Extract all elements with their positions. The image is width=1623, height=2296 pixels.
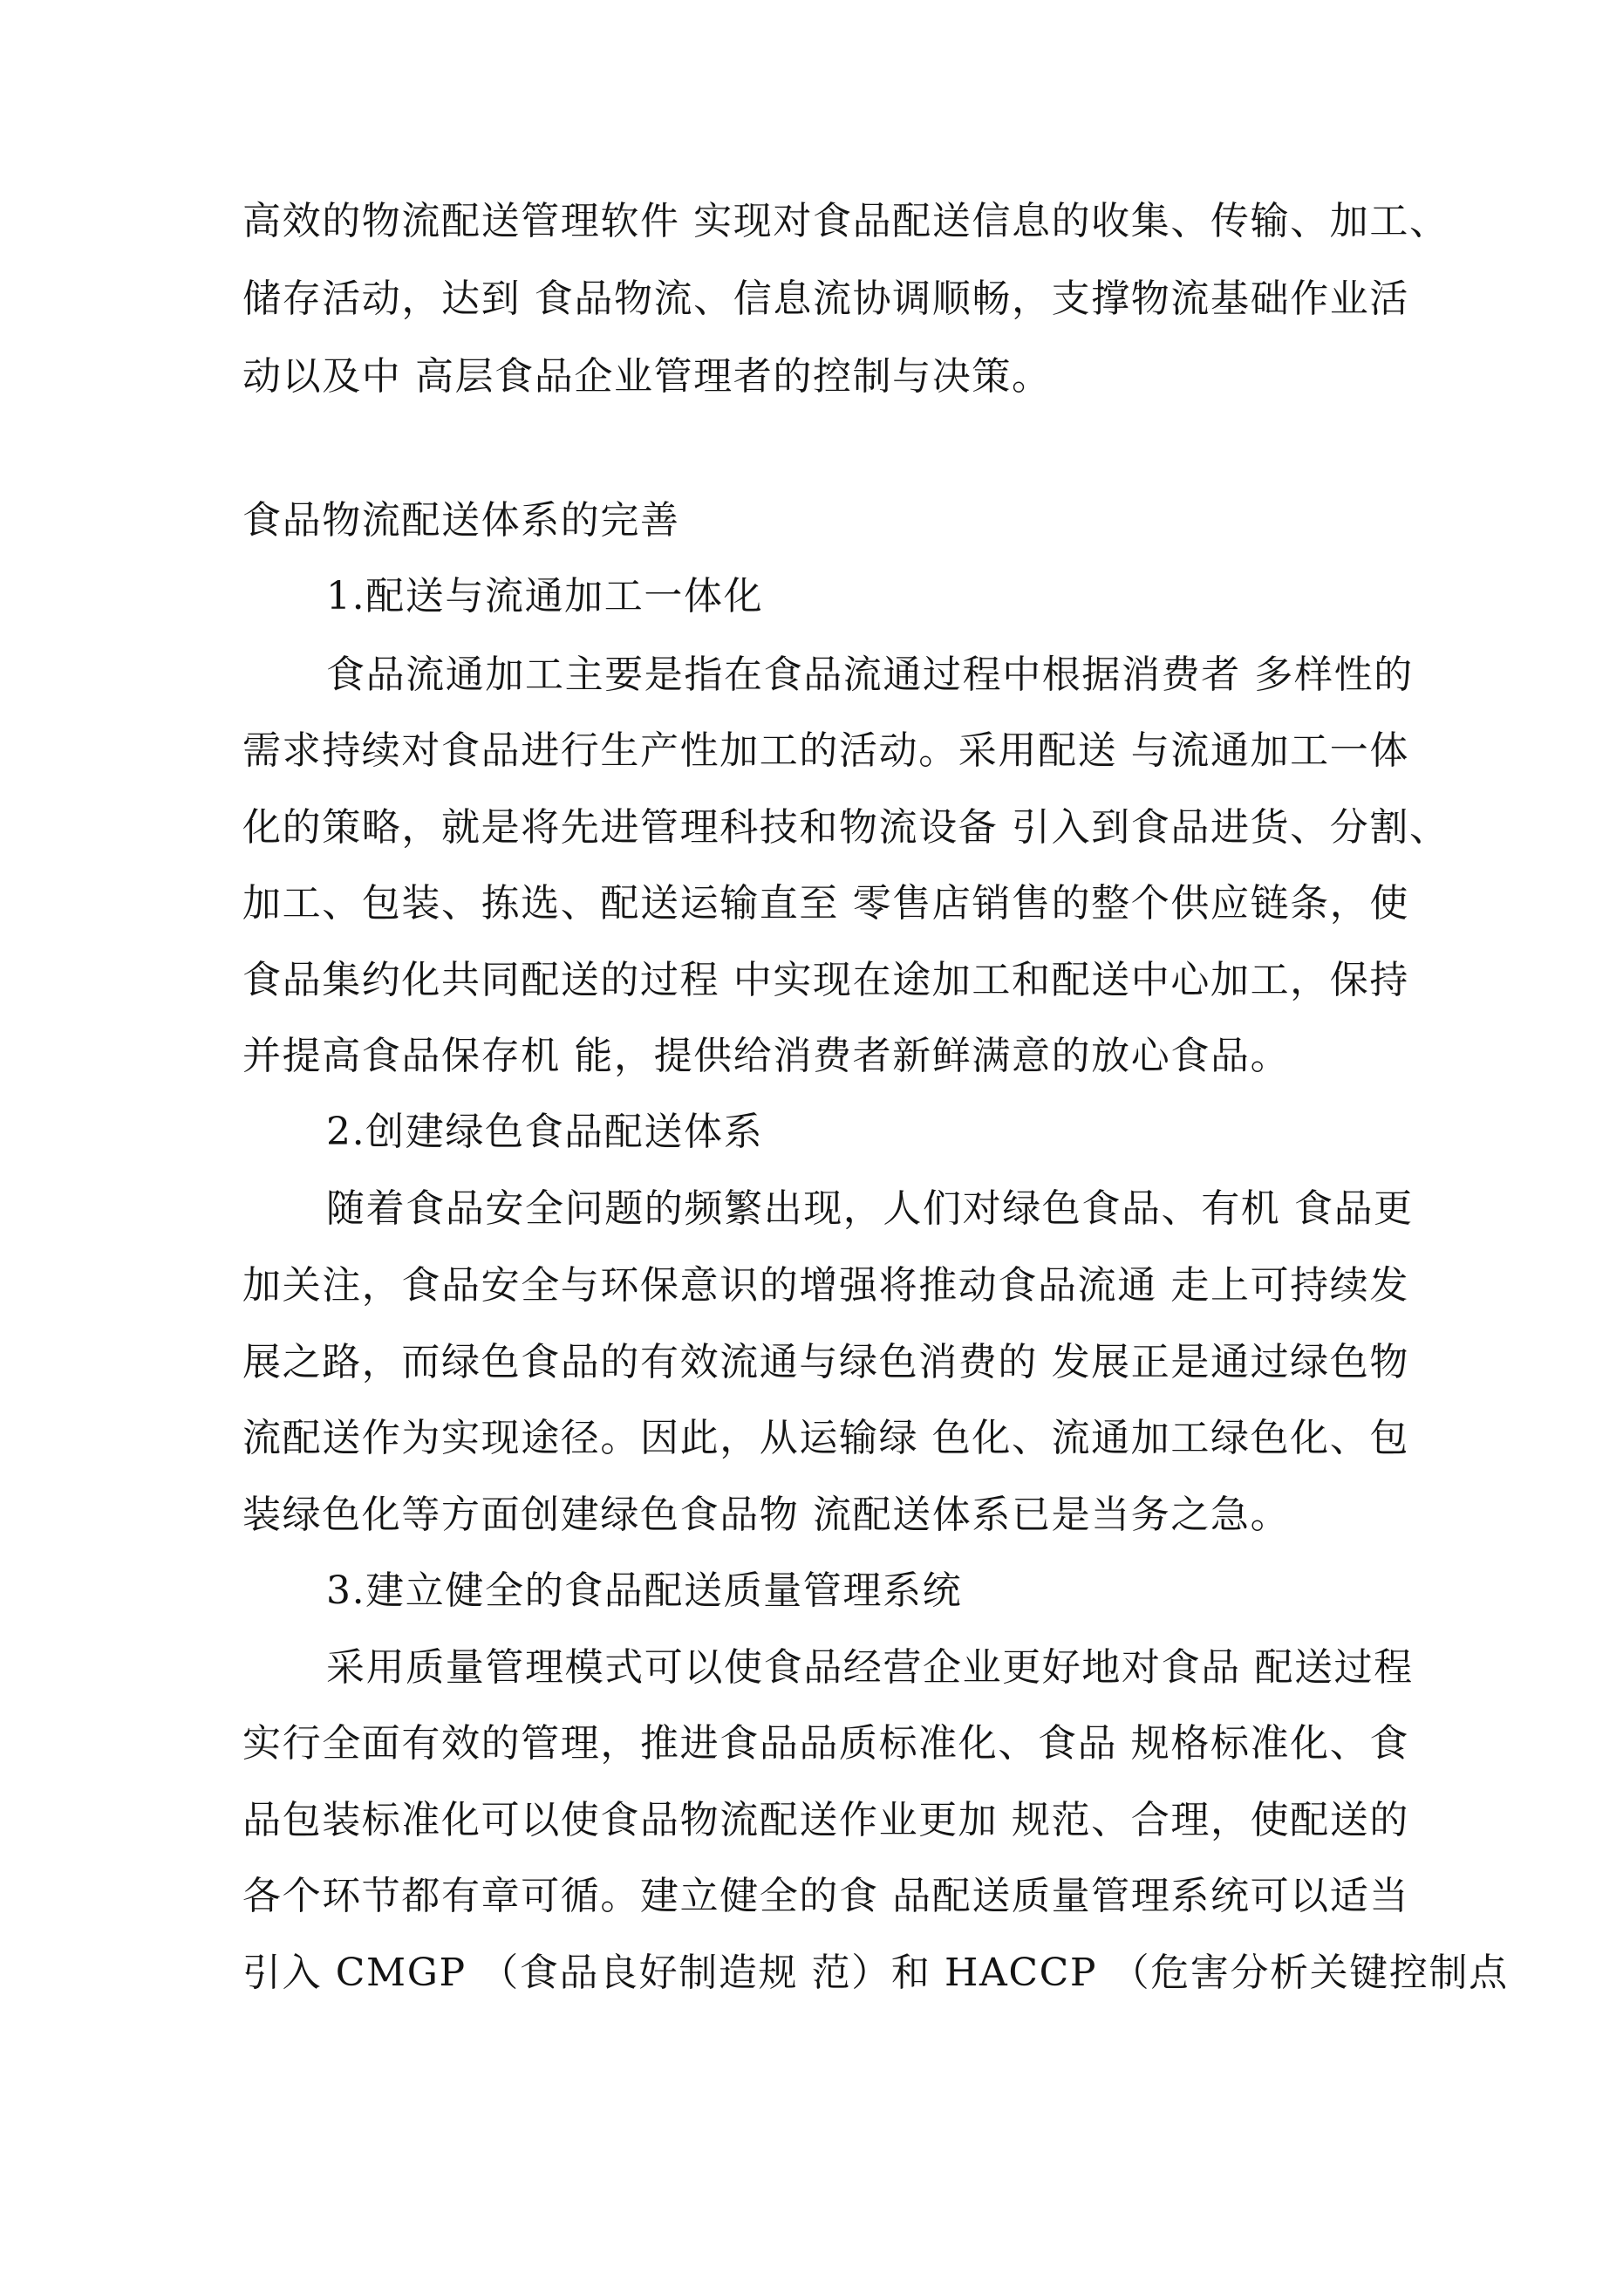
- paragraph-line-13: 流配送作为实现途径。因此，从运输绿 色化、流通加工绿色化、包: [242, 1416, 1409, 1460]
- paragraph-line-12: 展之路，而绿色食品的有效流通与绿色消费的 发展正是通过绿色物: [242, 1340, 1409, 1384]
- paragraph-line-6: 化的策略，就是将先进管理科技和物流设备 引入到食品进货、分割、: [242, 805, 1449, 850]
- paragraph-line-18: 各个环节都有章可循。建立健全的食 品配送质量管理系统可以适当: [242, 1874, 1409, 1918]
- section-heading: 食品物流配送体系的完善: [242, 498, 680, 543]
- paragraph-line-8: 食品集约化共同配送的过程 中实现在途加工和配送中心加工，保持: [242, 958, 1409, 1002]
- subheading-1: 1.配送与流通加工一体化: [326, 574, 764, 618]
- paragraph-line-2: 储存活动，达到 食品物流、信息流协调顺畅，支撑物流基础作业活: [242, 277, 1409, 321]
- paragraph-line-4: 食品流通加工主要是指在食品流通过程中根据消费者 多样性的: [326, 653, 1414, 697]
- paragraph-line-3: 动以及中 高层食品企业管理者的控制与决策。: [242, 354, 1052, 399]
- paragraph-line-5: 需求持续对食品进行生产性加工的活动。采用配送 与流通加工一体: [242, 728, 1409, 773]
- paragraph-line-15: 采用质量管理模式可以使食品经营企业更好地对食品 配送过程: [326, 1645, 1414, 1690]
- subheading-2: 2.创建绿色食品配送体系: [326, 1110, 764, 1154]
- paragraph-line-16: 实行全面有效的管理，推进食品品质标准化、食品 规格标准化、食: [242, 1721, 1409, 1766]
- paragraph-line-10: 随着食品安全问题的频繁出现，人们对绿色食品、有机 食品更: [326, 1186, 1414, 1231]
- paragraph-line-19: 引入 CMGP （食品良好制造规 范）和 HACCP （危害分析关键控制点: [242, 1951, 1509, 1995]
- paragraph-line-7: 加工、包装、拣选、配送运输直至 零售店销售的整个供应链条，使: [242, 881, 1409, 926]
- paragraph-line-14: 装绿色化等方面创建绿色食品物 流配送体系已是当务之急。: [242, 1493, 1291, 1537]
- paragraph-line-9: 并提高食品保存机 能，提供给消费者新鲜满意的放心食品。: [242, 1034, 1291, 1078]
- paragraph-line-1: 高效的物流配送管理软件 实现对食品配送信息的收集、传输、加工、: [242, 199, 1449, 243]
- paragraph-line-17: 品包装标准化可以使食品物流配送作业更加 规范、合理，使配送的: [242, 1798, 1409, 1842]
- paragraph-line-11: 加关注，食品安全与环保意识的增强将推动食品流通 走上可持续发: [242, 1263, 1409, 1308]
- subheading-3: 3.建立健全的食品配送质量管理系统: [326, 1568, 963, 1613]
